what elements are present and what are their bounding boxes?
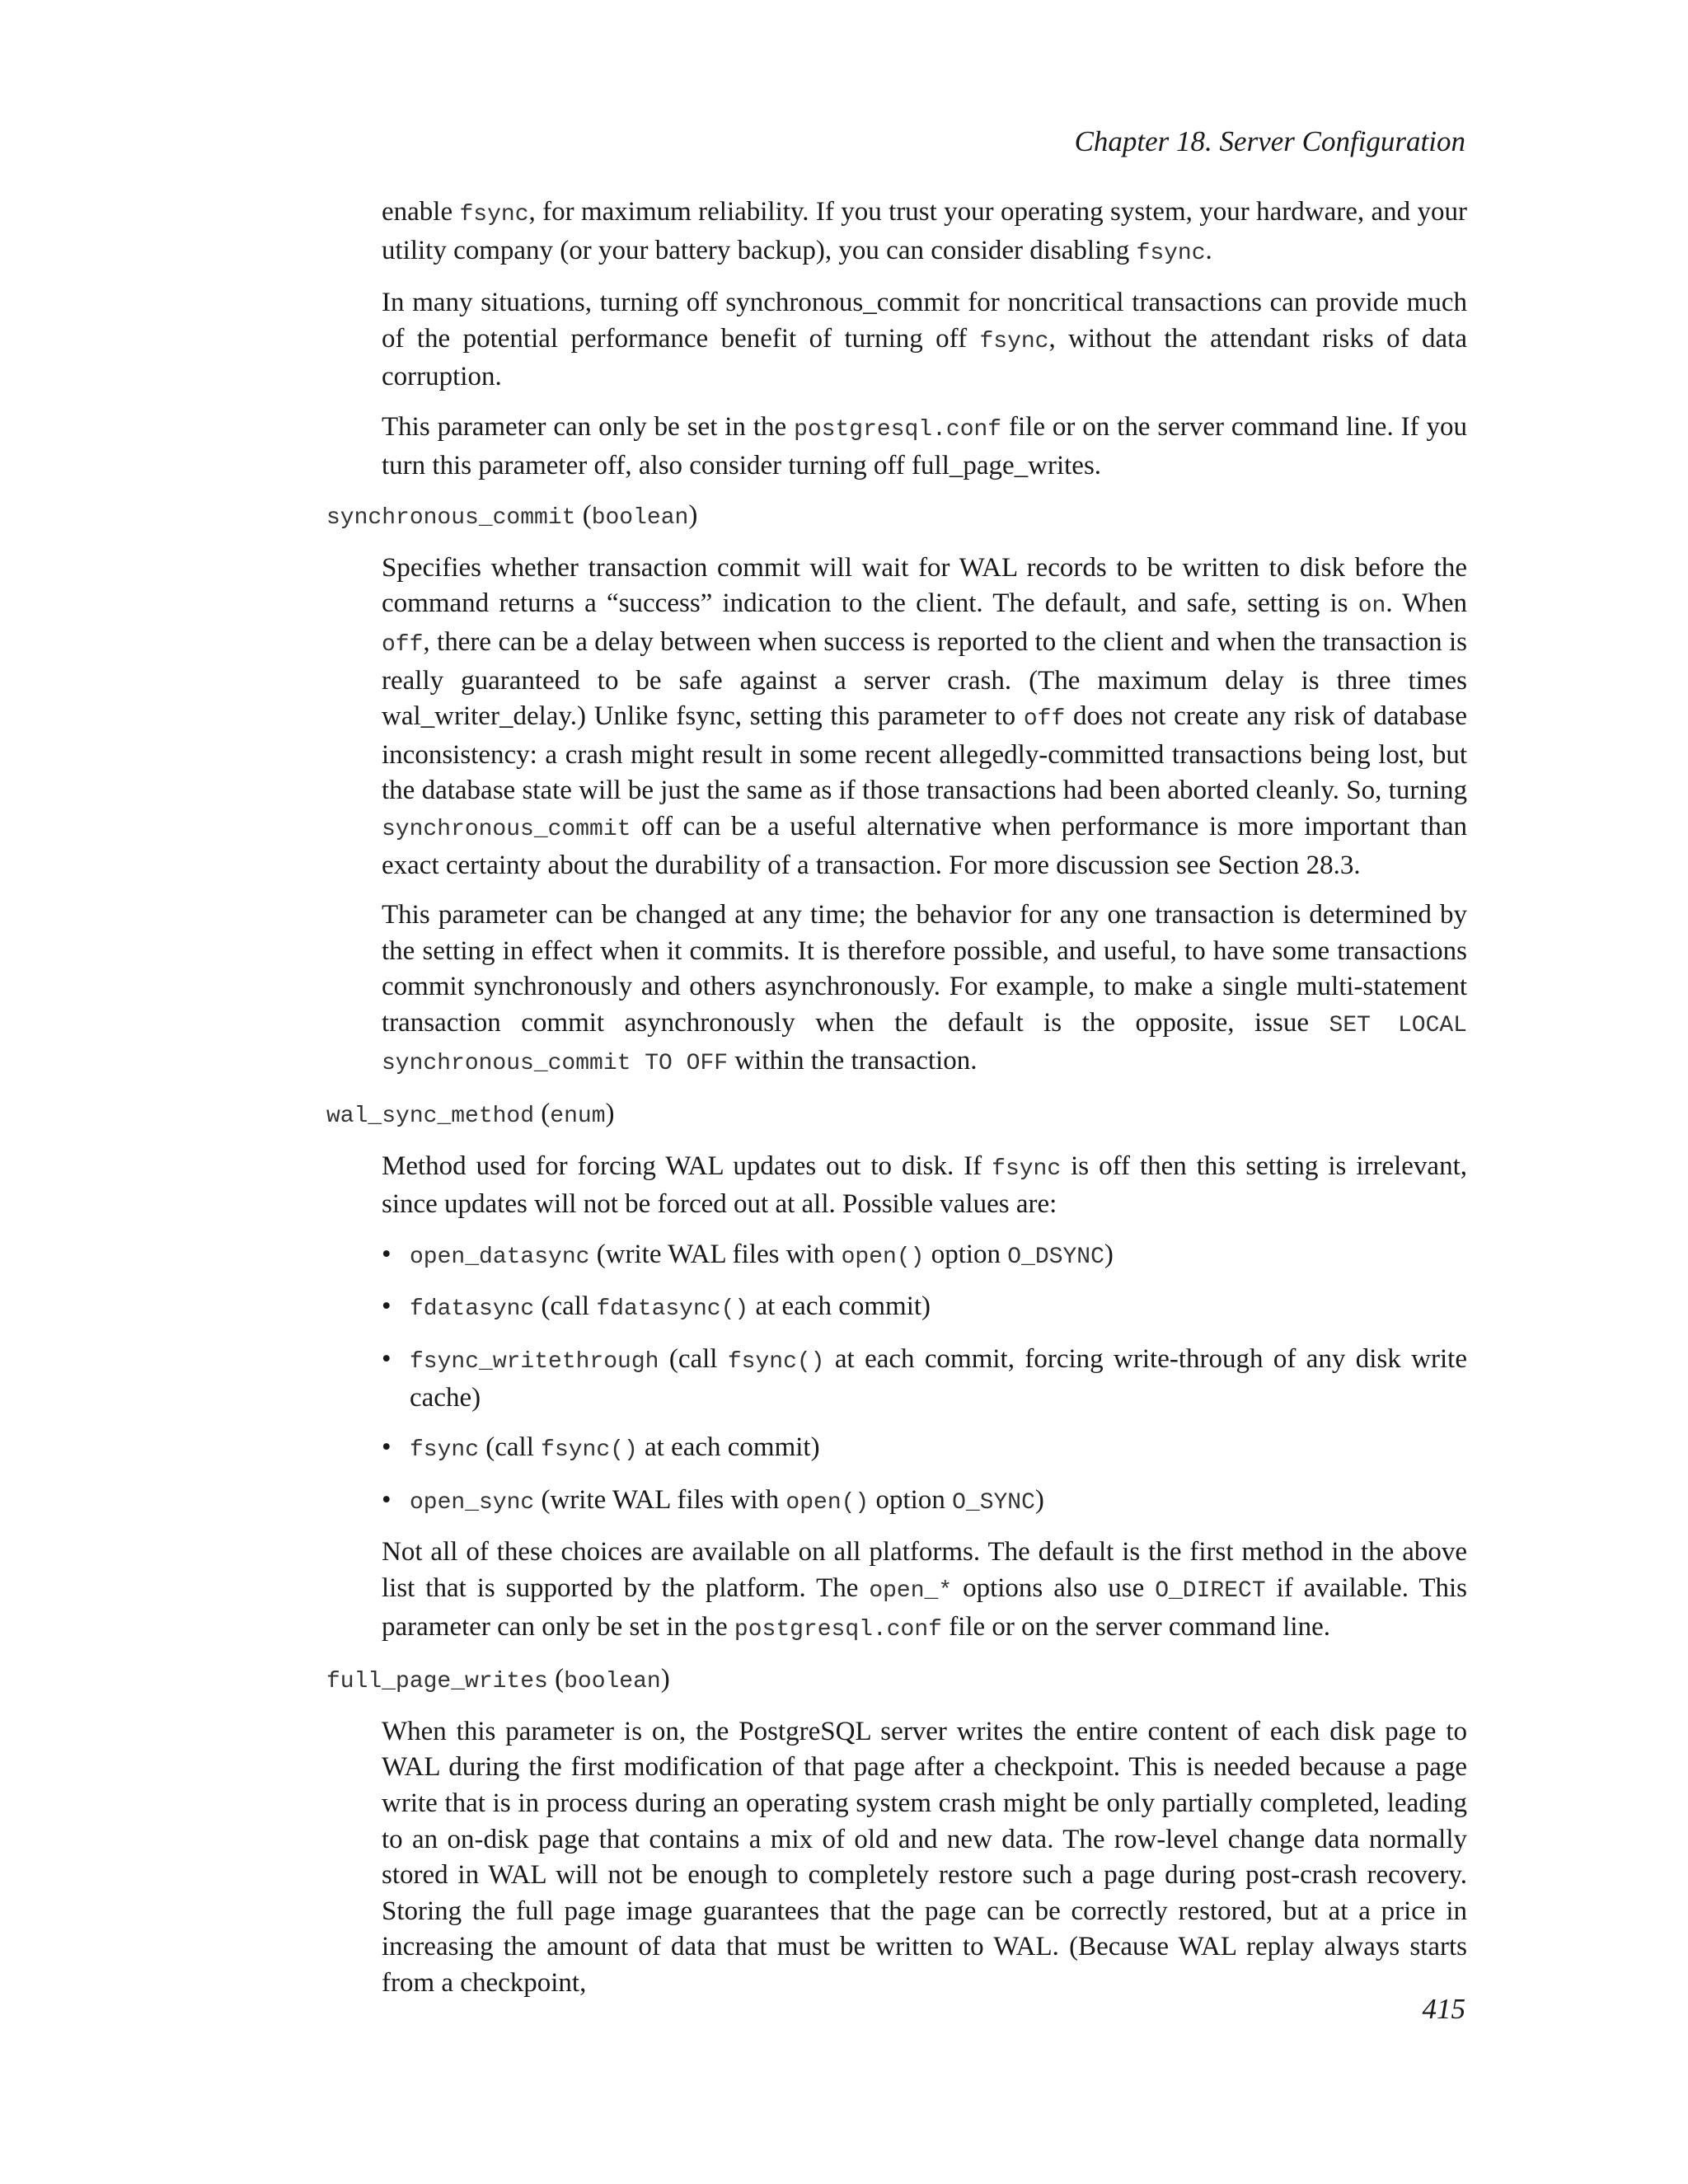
parameter-name: wal_sync_method: [326, 1104, 535, 1130]
wal-sync-method-description: [326, 1149, 1467, 1648]
parameter-term-synchronous-commit: synchronous_commit (boolean): [326, 500, 698, 532]
parameter-term-full-page-writes: full_page_writes (boolean): [326, 1664, 670, 1695]
synchronous-commit-description: [326, 551, 1467, 1082]
paragraph: enable fsync, for maximum reliability. If you trust your operating system, your hardware, and your utility company (or your battery backup), you can consider disabling fsync.: [382, 197, 1467, 266]
parameter-type: boolean: [564, 1669, 661, 1695]
parameter-type: boolean: [591, 505, 689, 532]
running-header: Chapter 18. Server Configuration: [1074, 125, 1465, 157]
fsync-description: [326, 194, 1467, 484]
value-list: [382, 1237, 1467, 1521]
parameter-type: enum: [550, 1104, 606, 1130]
page-number: 415: [1422, 1993, 1465, 2025]
parameter-term-wal-sync-method: wal_sync_method (enum): [326, 1099, 615, 1130]
paragraph: When this parameter is on, the PostgreSQL server writes the entire content of each disk page to WAL during the first modification of that page after a checkpoint. This is needed because a page write that is in process during an operating system crash might be only partially completed, leading to an on-disk page that contains a mix of old and new data. The row-level change data normally stored in WAL will not be enough to completely restore such a page during post-crash recovery. Storing the full page image guarantees that the page can be correctly restored, but at a price in increasing the amount of data that must be written to WAL. (Because WAL replay always starts from a checkpoint,: [382, 1716, 1467, 1998]
list-item: • fsync (call fsync() at each commit): [382, 1430, 1467, 1469]
full-page-writes-description: [326, 1714, 1467, 2002]
paragraph: Specifies whether transaction commit will wait for WAL records to be written to disk before the command returns a “success” indication to the client. The default, and safe, setting is on. When off, there can be a delay between when success is reported to the client and when the transaction is really guaranteed to be safe against a server crash. (The maximum delay is three times wal_writer_delay.) Unlike fsync, setting this parameter to off does not create any risk of database inconsistency: a crash might result in some recent allegedly-committed transactions being lost, but the database state will be just the same as if those transactions had been aborted cleanly. So, turning synchronous_commit off can be a useful alternative when performance is more important than exact certainty about the durability of a transaction. For more discussion see Section 28.3.: [382, 552, 1467, 880]
list-item: • open_datasync (write WAL files with open() option O_DSYNC): [382, 1237, 1467, 1276]
paragraph: In many situations, turning off synchronous_commit for noncritical transactions can provide much of the potential performance benefit of turning off fsync, without the attendant risks of data corruption.: [382, 288, 1467, 392]
list-item: • fdatasync (call fdatasync() at each commit): [382, 1289, 1467, 1328]
paragraph: This parameter can only be set in the postgresql.conf file or on the server command line. If you turn this parameter off, also consider turning off full_page_writes.: [382, 411, 1467, 480]
paragraph: This parameter can be changed at any time; the behavior for any one transaction is determined by the setting in effect when it commits. It is therefore possible, and useful, to have some transactions commit synchronously and others asynchronously. For example, to make a single multi-statement transaction commit asynchronously when the default is the opposite, issue SET LOCAL synchronous_commit TO OFF within the transaction.: [382, 900, 1467, 1077]
parameter-name: full_page_writes: [326, 1669, 548, 1695]
paragraph: Method used for forcing WAL updates out to disk. If fsync is off then this setting is irrelevant, since updates will not be forced out at all. Possible values are:: [382, 1151, 1467, 1220]
page-body: [326, 194, 1467, 2002]
list-item: • open_sync (write WAL files with open() option O_SYNC): [382, 1483, 1467, 1521]
list-item: • fsync_writethrough (call fsync() at each commit, forcing write-through of any disk write cache): [382, 1342, 1467, 1416]
parameter-name: synchronous_commit: [326, 505, 576, 532]
paragraph: Not all of these choices are available on all platforms. The default is the first method in the above list that is supported by the platform. The open_* options also use O_DIRECT if available. This parameter can only be set in the postgresql.conf file or on the server command line.: [382, 1537, 1467, 1643]
